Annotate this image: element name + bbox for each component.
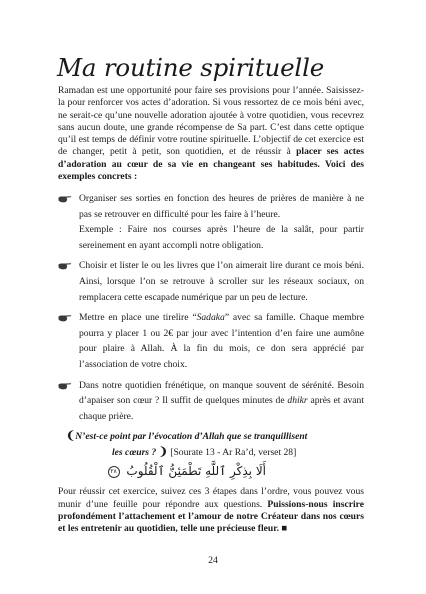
pointing-hand-icon: [58, 380, 72, 391]
list-item: [58, 258, 364, 305]
intro-text: Ramadan est une opportunité pour faire ses provisions pour l’année. Saisissez-la pour renforcer vos actes d’adoration. Si vous ressortez de ce mois béni avec, ne serait-ce qu’une nouvelle adoration ajoutée à votre quotidien, vous recevrez sans aucun doute, une grande récompense de Sa part. C’est dans cette optique qu’il est temps de définir votre routine spirituelle. L’objectif de cet exercice est de changer, petit à petit, son quotidien, et de réussir à: [58, 85, 364, 158]
item-text: [79, 310, 364, 372]
page-title: Ma routine spirituelle: [57, 53, 325, 82]
intro-bold-text: placer ses actes d’adoration au cœur de sa vie en changeant ses habitudes. Voici des exemples concrets :: [58, 146, 364, 182]
page-number: 24: [208, 555, 218, 566]
verse-number-badge: ٢٨: [108, 466, 120, 478]
item-italic-term: Sadaka: [196, 312, 225, 324]
pointing-hand-icon: [58, 260, 72, 271]
outro-bold-text: Puissions-nous inscrire profondément l’attachement et l’amour de notre Créateur dans nos cœurs et les entretenir au quotidien, telle une précieuse fleur. ■: [58, 498, 364, 535]
list-item: [58, 191, 364, 253]
arabic-verse: [58, 462, 364, 480]
item-text-end: ” avec sa famille. Chaque membre pourra y placer 1 ou 2€ par jour avec l’intention d’en faire une aumône pour plaire à Allah. À la fin du mois, ce don sera apprécié par l’association de votre choix.: [79, 312, 364, 370]
outro-text: Pour réussir cet exercice, suivez ces 3 étapes dans l’ordre, vous pouvez vous munir d’une feuille pour répondre aux questions.: [58, 486, 364, 510]
list-item: [58, 310, 364, 372]
examples-list: [58, 191, 364, 424]
page-content: [58, 54, 364, 535]
quote-close-bracket: ❩: [158, 445, 168, 458]
list-item: [58, 378, 364, 425]
pointing-hand-icon: [58, 193, 72, 204]
item-text: Organiser ses sorties en fonction des heures de prières de manière à ne pas se retrouver en difficulté pour les faire à l’heure.: [79, 193, 364, 220]
quote-line-1: N’est-ce point par l’évocation d’Allah que se tranquillisent: [75, 431, 308, 443]
arabic-verse-text: أَلَا بِذِكْرِ ٱللَّهِ تَطْمَئِنُّ ٱلْقُلُوبُ: [126, 464, 266, 479]
intro-paragraph: [58, 85, 364, 183]
outro-paragraph: [58, 486, 364, 535]
item-example: Exemple : Faire nos courses après l’heure de la salât, pour partir sereinement en ayant accompli notre obligation.: [79, 224, 364, 251]
quote-line-2: les cœurs ?: [112, 446, 157, 458]
pointing-hand-icon: [58, 312, 72, 323]
item-text: [79, 378, 364, 425]
item-text: Choisir et lister le ou les livres que l’on aimerait lire durant ce mois béni. Ainsi, lorsque l’on se retrouve à scroller sur les réseaux sociaux, on remplacera cette escapade numérique par un peu de lecture.: [79, 260, 364, 303]
item-text-start: Dans notre quotidien frénétique, on manque souvent de sérénité. Besoin d’apaiser son cœur ? Il suffit de quelques minutes de: [79, 379, 364, 407]
item-text-end: après et avant chaque prière.: [79, 395, 364, 422]
quote-open-bracket: ❨: [66, 430, 76, 443]
quran-quote: [58, 429, 364, 460]
item-text-start: Mettre en place une tirelire “: [79, 312, 197, 324]
quote-reference: [Sourate 13 - Ar Ra’d, verset 28]: [170, 446, 297, 458]
item-italic-term: dhikr: [287, 395, 308, 407]
